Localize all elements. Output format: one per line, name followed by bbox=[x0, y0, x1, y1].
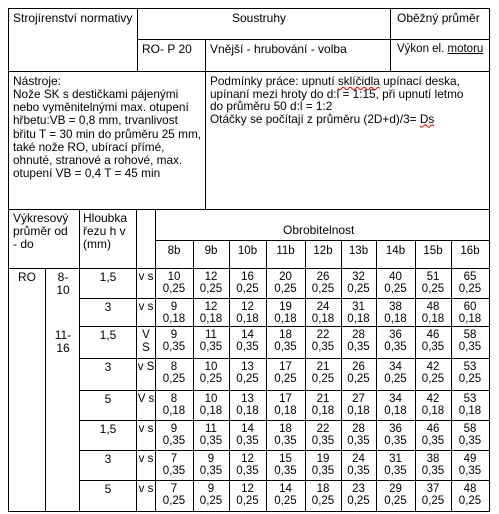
feed-rate: 0,18 bbox=[384, 313, 407, 325]
table-cell bbox=[451, 483, 489, 507]
cutting-speed: 17 bbox=[279, 361, 292, 373]
table-cell bbox=[341, 453, 376, 477]
cutting-speed: 26 bbox=[316, 271, 330, 283]
cutting-speed: 28 bbox=[352, 329, 365, 341]
rule bbox=[8, 71, 490, 72]
feed-rate: 0,25 bbox=[236, 283, 259, 295]
table-cell bbox=[305, 423, 341, 447]
table-cell bbox=[305, 329, 341, 353]
rule bbox=[155, 240, 490, 241]
feed-rate: 0,35 bbox=[162, 341, 186, 353]
table-cell bbox=[376, 271, 415, 295]
feed-rate: 0,18 bbox=[162, 405, 186, 417]
table-cell bbox=[266, 301, 305, 325]
table-cell bbox=[229, 393, 266, 417]
table-cell bbox=[266, 423, 305, 447]
col-machinability: Obrobitelnost bbox=[283, 223, 355, 237]
rule bbox=[205, 39, 206, 72]
feed-rate: 0,25 bbox=[311, 283, 335, 295]
vs-indicator: v s bbox=[138, 453, 154, 465]
rule bbox=[79, 358, 489, 359]
feed-rate: 0,25 bbox=[347, 495, 370, 507]
table-cell bbox=[415, 361, 451, 385]
rule bbox=[8, 268, 490, 269]
diameter-range: 11-16 bbox=[54, 328, 72, 355]
feed-rate: 0,25 bbox=[384, 495, 407, 507]
table-cell bbox=[266, 393, 305, 417]
table-cell bbox=[415, 423, 451, 447]
feed-rate: 0,18 bbox=[458, 405, 482, 417]
feed-rate: 0,25 bbox=[162, 373, 186, 385]
table-cell bbox=[155, 423, 193, 447]
rule bbox=[390, 8, 391, 72]
table-cell bbox=[266, 453, 305, 477]
table-cell bbox=[193, 483, 229, 507]
cutting-speed: 36 bbox=[389, 329, 402, 341]
table-cell bbox=[155, 453, 193, 477]
feed-rate: 0,18 bbox=[236, 405, 259, 417]
feed-rate: 0,18 bbox=[421, 405, 445, 417]
rule bbox=[79, 326, 489, 327]
feed-rate: 0,18 bbox=[162, 313, 186, 325]
grade-header: 13b bbox=[348, 245, 369, 257]
table-cell bbox=[155, 483, 193, 507]
feed-rate: 0,35 bbox=[199, 465, 223, 477]
table-cell bbox=[451, 301, 489, 325]
depth-value: 3 bbox=[104, 452, 112, 466]
table-cell bbox=[376, 393, 415, 417]
feed-rate: 0,25 bbox=[347, 373, 370, 385]
table-cell bbox=[305, 453, 341, 477]
feed-rate: 0,25 bbox=[199, 373, 223, 385]
cutting-speed: 15 bbox=[279, 453, 292, 465]
table-cell bbox=[415, 271, 451, 295]
feed-rate: 0,25 bbox=[274, 283, 297, 295]
cutting-speed: 29 bbox=[389, 483, 402, 495]
cutting-speed: 10 bbox=[204, 361, 218, 373]
cutting-speed: 18 bbox=[279, 423, 292, 435]
feed-rate: 0,25 bbox=[421, 495, 445, 507]
feed-rate: 0,25 bbox=[421, 283, 445, 295]
feed-rate: 0,35 bbox=[311, 341, 335, 353]
col-depth: Hloubka řezu h v (mm) bbox=[83, 211, 128, 251]
feed-rate: 0,18 bbox=[274, 405, 297, 417]
rule bbox=[137, 8, 138, 72]
cutting-speed: 42 bbox=[426, 361, 440, 373]
cutting-speed: 12 bbox=[204, 271, 218, 283]
feed-rate: 0,35 bbox=[384, 435, 407, 447]
cutting-speed: 51 bbox=[426, 271, 440, 283]
cutting-speed: 12 bbox=[241, 483, 254, 495]
norm-code: RO- P 20 bbox=[142, 42, 192, 56]
table-cell bbox=[376, 483, 415, 507]
table-cell bbox=[415, 393, 451, 417]
table-cell bbox=[415, 453, 451, 477]
table-cell bbox=[155, 271, 193, 295]
table-cell bbox=[266, 271, 305, 295]
feed-rate: 0,18 bbox=[421, 313, 445, 325]
feed-rate: 0,18 bbox=[347, 405, 370, 417]
vs-indicator: v s bbox=[138, 483, 154, 495]
feed-rate: 0,35 bbox=[162, 435, 186, 447]
cutting-speed: 42 bbox=[426, 393, 440, 405]
rule bbox=[137, 39, 489, 40]
feed-rate: 0,35 bbox=[384, 465, 407, 477]
table-cell bbox=[193, 301, 229, 325]
table-cell bbox=[229, 423, 266, 447]
cutting-speed: 19 bbox=[279, 301, 292, 313]
feed-rate: 0,35 bbox=[347, 465, 370, 477]
feed-rate: 0,35 bbox=[199, 341, 223, 353]
feed-rate: 0,35 bbox=[347, 435, 370, 447]
feed-rate: 0,35 bbox=[274, 341, 297, 353]
feed-rate: 0,35 bbox=[384, 341, 407, 353]
feed-rate: 0,35 bbox=[274, 465, 297, 477]
cutting-speed: 9 bbox=[207, 483, 215, 495]
feed-rate: 0,25 bbox=[162, 283, 186, 295]
table-cell bbox=[451, 423, 489, 447]
table-cell bbox=[305, 393, 341, 417]
table-cell bbox=[451, 393, 489, 417]
cutting-speed: 13 bbox=[241, 361, 254, 373]
cutting-speed: 34 bbox=[389, 393, 402, 405]
table-cell bbox=[193, 361, 229, 385]
table-cell bbox=[451, 271, 489, 295]
depth-value: 5 bbox=[104, 482, 112, 496]
feed-rate: 0,18 bbox=[199, 405, 223, 417]
cutting-speed: 9 bbox=[207, 453, 215, 465]
rule bbox=[79, 450, 489, 451]
cutting-speed: 20 bbox=[279, 271, 292, 283]
table-cell bbox=[451, 453, 489, 477]
cutting-speed: 60 bbox=[463, 301, 477, 313]
grade-header: 8b bbox=[167, 245, 181, 257]
depth-value: 1,5 bbox=[99, 270, 117, 284]
cutting-speed: 9 bbox=[170, 423, 178, 435]
row-label: RO bbox=[18, 270, 36, 284]
table-cell bbox=[155, 301, 193, 325]
cutting-speed: 58 bbox=[463, 329, 477, 341]
cutting-speed: 49 bbox=[463, 453, 477, 465]
feed-rate: 0,18 bbox=[236, 313, 259, 325]
cutting-speed: 24 bbox=[316, 301, 330, 313]
table-cell bbox=[193, 329, 229, 353]
feed-rate: 0,35 bbox=[421, 341, 445, 353]
cutting-speed: 18 bbox=[279, 329, 292, 341]
feed-rate: 0,35 bbox=[421, 465, 445, 477]
cutting-speed: 23 bbox=[352, 483, 365, 495]
cutting-speed: 22 bbox=[316, 329, 330, 341]
feed-rate: 0,25 bbox=[236, 373, 259, 385]
feed-rate: 0,35 bbox=[162, 465, 186, 477]
table-cell bbox=[193, 423, 229, 447]
feed-rate: 0,25 bbox=[274, 373, 297, 385]
border-right bbox=[489, 8, 490, 512]
topic-title: Soustruhy bbox=[232, 11, 287, 25]
cutting-speed: 12 bbox=[241, 453, 254, 465]
feed-rate: 0,35 bbox=[311, 465, 335, 477]
cutting-speed: 13 bbox=[241, 393, 254, 405]
vs-indicator: v s bbox=[138, 271, 154, 283]
cutting-speed: 58 bbox=[463, 423, 477, 435]
table-cell bbox=[341, 301, 376, 325]
diameter-label: Oběžný průměr bbox=[397, 11, 480, 25]
cutting-speed: 46 bbox=[426, 423, 440, 435]
work-conditions: Podmínky práce: upnutí sklíčidla upínací deska, upínaní mezi hroty do d:l = 1:15, při upnutí letmo do průměru 50 d:l = 1:2 Otáčky se počítají z průměru (2D+d)/3= Ds bbox=[210, 74, 464, 126]
table-cell bbox=[305, 301, 341, 325]
vs-indicator: v s bbox=[138, 301, 154, 313]
cutting-speed: 40 bbox=[389, 271, 402, 283]
operation-label: Vnější - hrubování - volba bbox=[210, 42, 347, 56]
table-cell bbox=[229, 361, 266, 385]
table-cell bbox=[341, 329, 376, 353]
table-cell bbox=[155, 329, 193, 353]
cutting-speed: 38 bbox=[389, 301, 402, 313]
table-cell bbox=[155, 361, 193, 385]
cutting-speed: 21 bbox=[316, 393, 330, 405]
rule bbox=[79, 298, 489, 299]
depth-value: 5 bbox=[104, 392, 112, 406]
grade-header: 15b bbox=[423, 245, 443, 257]
depth-value: 3 bbox=[104, 300, 112, 314]
table-cell bbox=[341, 393, 376, 417]
feed-rate: 0,18 bbox=[274, 313, 297, 325]
table-cell bbox=[415, 483, 451, 507]
feed-rate: 0,35 bbox=[236, 465, 259, 477]
rule bbox=[79, 390, 489, 391]
cutting-speed: 46 bbox=[426, 329, 440, 341]
cutting-speed: 32 bbox=[352, 271, 365, 283]
table-cell bbox=[305, 271, 341, 295]
vs-indicator: v s bbox=[138, 423, 154, 435]
feed-rate: 0,35 bbox=[458, 435, 482, 447]
table-cell bbox=[266, 329, 305, 353]
cutting-speed: 19 bbox=[316, 453, 330, 465]
depth-value: 1,5 bbox=[99, 328, 117, 342]
table-cell bbox=[266, 483, 305, 507]
cutting-speed: 17 bbox=[279, 393, 292, 405]
table-cell bbox=[376, 329, 415, 353]
table-cell bbox=[229, 453, 266, 477]
rule bbox=[45, 268, 46, 511]
cutting-speed: 28 bbox=[352, 423, 365, 435]
rule bbox=[205, 71, 206, 210]
feed-rate: 0,18 bbox=[384, 405, 407, 417]
feed-rate: 0,25 bbox=[421, 373, 445, 385]
feed-rate: 0,35 bbox=[458, 341, 482, 353]
cutting-speed: 8 bbox=[170, 361, 178, 373]
table-cell bbox=[341, 483, 376, 507]
grade-header: 10b bbox=[237, 245, 258, 257]
feed-rate: 0,35 bbox=[311, 435, 335, 447]
table-cell bbox=[193, 393, 229, 417]
table-cell bbox=[229, 329, 266, 353]
table-cell bbox=[229, 301, 266, 325]
cutting-speed: 27 bbox=[352, 393, 365, 405]
table-cell bbox=[305, 361, 341, 385]
cutting-speed: 9 bbox=[170, 329, 178, 341]
rule bbox=[79, 420, 489, 421]
rule bbox=[79, 209, 80, 269]
vs-indicator: V S bbox=[142, 329, 150, 354]
feed-rate: 0,25 bbox=[236, 495, 259, 507]
cutting-speed: 12 bbox=[204, 301, 218, 313]
table-cell bbox=[229, 271, 266, 295]
table-cell bbox=[305, 483, 341, 507]
feed-rate: 0,25 bbox=[274, 495, 297, 507]
table-cell bbox=[415, 301, 451, 325]
table-cell bbox=[376, 423, 415, 447]
cutting-speed: 22 bbox=[316, 423, 330, 435]
cutting-speed: 53 bbox=[463, 393, 477, 405]
table-cell bbox=[193, 453, 229, 477]
cutting-speed: 38 bbox=[426, 453, 440, 465]
feed-rate: 0,18 bbox=[311, 405, 335, 417]
feed-rate: 0,25 bbox=[199, 495, 223, 507]
diameter-range: 8-10 bbox=[56, 270, 70, 297]
depth-value: 1,5 bbox=[99, 422, 117, 436]
cutting-speed: 48 bbox=[463, 483, 477, 495]
tool-description: Nože SK s destičkami pájenými nebo vyměnitelnými max. otupení hřbetu:VB = 0,8 mm, trvanlivost břitu T = 30 min do průměru 25 mm, také nože RO, ubírací přímé, ohnuté, stranové a rohové, max. otupení VB = 0,4 T = 45 min bbox=[13, 87, 202, 181]
cutting-speed: 11 bbox=[205, 329, 217, 341]
cutting-speed: 24 bbox=[352, 453, 365, 465]
rule bbox=[79, 480, 489, 481]
table-cell bbox=[341, 423, 376, 447]
grade-header: 9b bbox=[204, 245, 218, 257]
table-cell bbox=[376, 453, 415, 477]
cutting-speed: 11 bbox=[205, 423, 217, 435]
cutting-speed: 8 bbox=[170, 393, 178, 405]
cutting-speed: 53 bbox=[463, 361, 477, 373]
cutting-speed: 7 bbox=[170, 483, 178, 495]
border-left bbox=[8, 8, 9, 512]
table-cell bbox=[266, 361, 305, 385]
cutting-speed: 65 bbox=[463, 271, 477, 283]
cutting-speed: 14 bbox=[241, 423, 254, 435]
cutting-speed: 7 bbox=[170, 453, 178, 465]
cutting-speed: 48 bbox=[426, 301, 440, 313]
table-cell bbox=[193, 271, 229, 295]
feed-rate: 0,18 bbox=[458, 313, 482, 325]
col-diameter: Výkresový průměr od - do bbox=[13, 211, 69, 251]
table-cell bbox=[229, 483, 266, 507]
feed-rate: 0,25 bbox=[162, 495, 186, 507]
feed-rate: 0,25 bbox=[458, 495, 482, 507]
table-cell bbox=[155, 393, 193, 417]
grade-header: 16b bbox=[460, 245, 480, 257]
cutting-speed: 21 bbox=[316, 361, 330, 373]
cutting-speed: 31 bbox=[352, 301, 365, 313]
feed-rate: 0,25 bbox=[458, 373, 482, 385]
feed-rate: 0,35 bbox=[199, 435, 223, 447]
feed-rate: 0,18 bbox=[199, 313, 223, 325]
table-cell bbox=[376, 301, 415, 325]
vs-indicator: V s bbox=[137, 393, 155, 405]
power-label: Výkon el. motoru bbox=[397, 43, 484, 55]
cutting-speed: 18 bbox=[316, 483, 330, 495]
cutting-speed: 26 bbox=[352, 361, 365, 373]
table-cell bbox=[415, 329, 451, 353]
cutting-speed: 10 bbox=[167, 271, 181, 283]
border-top bbox=[8, 8, 490, 9]
feed-rate: 0,25 bbox=[199, 283, 223, 295]
feed-rate: 0,35 bbox=[421, 435, 445, 447]
feed-rate: 0,35 bbox=[236, 435, 259, 447]
rule bbox=[8, 209, 490, 210]
tool-title: Nástroje: bbox=[13, 74, 62, 88]
vs-indicator: v S bbox=[137, 361, 155, 373]
feed-rate: 0,35 bbox=[236, 341, 259, 353]
feed-rate: 0,18 bbox=[347, 313, 370, 325]
cutting-speed: 9 bbox=[170, 301, 178, 313]
feed-rate: 0,25 bbox=[311, 373, 335, 385]
cutting-speed: 31 bbox=[389, 453, 402, 465]
cutting-speed: 16 bbox=[241, 271, 254, 283]
cutting-speed: 36 bbox=[389, 423, 402, 435]
border-bottom bbox=[8, 511, 490, 512]
feed-rate: 0,25 bbox=[458, 283, 482, 295]
cutting-speed: 12 bbox=[241, 301, 254, 313]
feed-rate: 0,25 bbox=[384, 283, 407, 295]
grade-header: 12b bbox=[313, 245, 333, 257]
depth-value: 3 bbox=[104, 360, 112, 374]
table-cell bbox=[451, 361, 489, 385]
table-cell bbox=[376, 361, 415, 385]
grade-header: 11b bbox=[276, 245, 295, 257]
cutting-speed: 14 bbox=[241, 329, 254, 341]
grade-header: 14b bbox=[385, 245, 406, 257]
feed-rate: 0,18 bbox=[311, 313, 335, 325]
org-name: Strojírenství normativy bbox=[13, 11, 133, 25]
cutting-speed: 34 bbox=[389, 361, 402, 373]
cutting-speed: 14 bbox=[279, 483, 292, 495]
cutting-speed: 10 bbox=[204, 393, 218, 405]
table-cell bbox=[341, 271, 376, 295]
feed-rate: 0,35 bbox=[274, 435, 297, 447]
feed-rate: 0,25 bbox=[384, 373, 407, 385]
feed-rate: 0,35 bbox=[347, 341, 370, 353]
feed-rate: 0,25 bbox=[347, 283, 370, 295]
feed-rate: 0,35 bbox=[458, 465, 482, 477]
feed-rate: 0,25 bbox=[311, 495, 335, 507]
cutting-speed: 37 bbox=[426, 483, 440, 495]
table-cell bbox=[451, 329, 489, 353]
table-cell bbox=[341, 361, 376, 385]
